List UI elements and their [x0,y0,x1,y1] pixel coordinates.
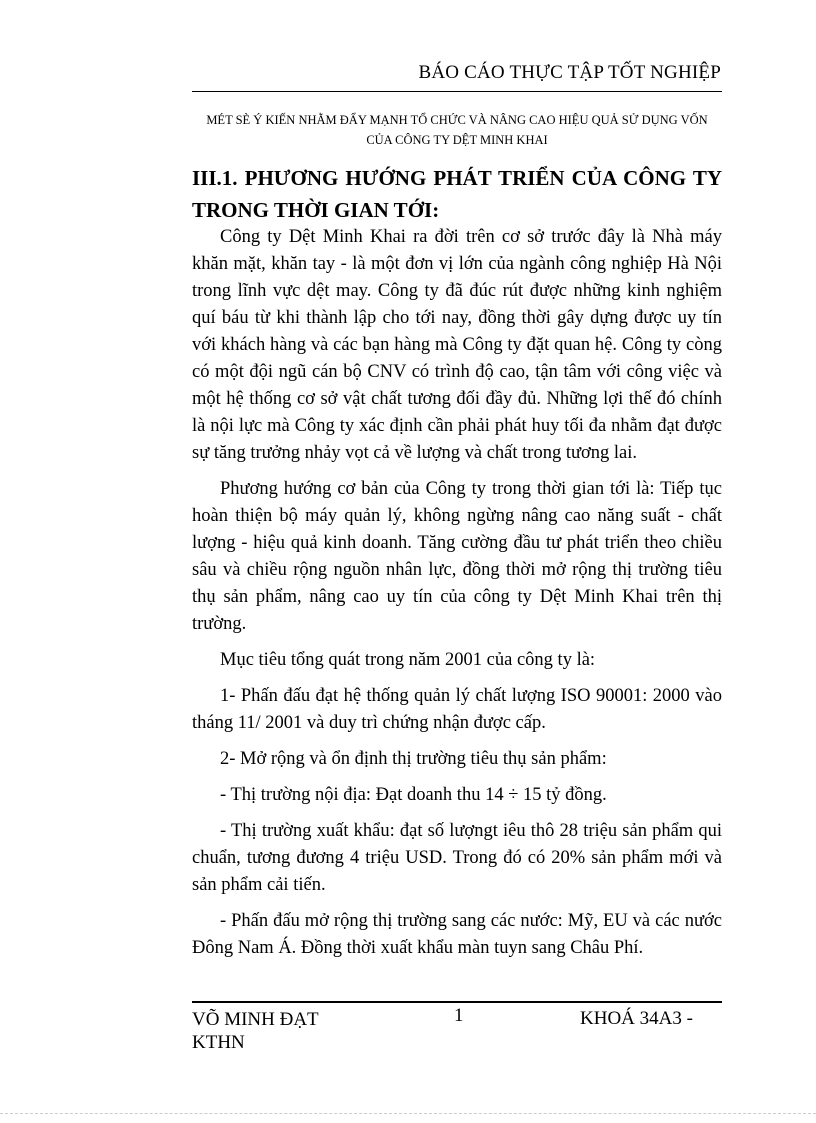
header-divider [192,91,722,92]
report-header-title: BÁO CÁO THỰC TẬP TỐT NGHIỆP [418,62,721,83]
footer-divider [192,1001,722,1003]
paragraph: 1- Phấn đấu đạt hệ thống quản lý chất lượng ISO 90001: 2000 vào tháng 11/ 2001 và duy trì chứng nhận được cấp. [192,686,722,733]
paragraph: - Thị trường nội địa: Đạt doanh thu 14 ÷ 15 tỷ đồng. [220,785,607,805]
section-heading: III.1. PHƯƠNG HƯỚNG PHÁT TRIỂN CỦA CÔNG TY TRONG THỜI GIAN TỚI: [192,166,722,222]
paragraph: 2- Mở rộng và ổn định thị trường tiêu thụ sản phẩm: [220,749,607,769]
footer-author: VÕ MINH ĐẠT KTHN [192,1009,319,1053]
paragraph: Công ty Dệt Minh Khai ra đời trên cơ sở trước đây là Nhà máy khăn mặt, khăn tay - là một đơn vị lớn của ngành công nghiệp Hà Nội trong lĩnh vực dệt may. Công ty đã đúc rút được những kinh nghiệm quí báu từ khi thành lập cho tới nay, đồng thời gây dựng được uy tín với khách hàng và các bạn hàng mà Công ty đặt quan hệ. Công ty còng có một đội ngũ cán bộ CNV có trình độ cao, tận tâm với công việc và một hệ thống cơ sở vật chất tương đối đầy đủ. Những lợi thế đó chính là nội lực mà Công ty xác định cần phải phát huy tối đa nhằm đạt được sự tăng trưởng nhảy vọt cả về lượng và chất trong tương lai. [192,227,722,463]
paragraph: Phương hướng cơ bản của Công ty trong thời gian tới là: Tiếp tục hoàn thiện bộ máy quản lý, không ngừng nâng cao năng suất - chất lượng - hiệu quả kinh doanh. Tăng cường đầu tư phát triển theo chiều sâu và chiều rộng nguồn nhân lực, đồng thời mở rộng thị trường tiêu thụ sản phẩm, nâng cao uy tín của công ty Dệt Minh Khai trên thị trường. [192,479,722,634]
footer-course: KHOÁ 34A3 - [580,1008,693,1029]
paragraph: Mục tiêu tổng quát trong năm 2001 của công ty là: [220,650,596,670]
report-subtitle: MÉT SÈ Ý KIẾN NHẰM ĐẨY MẠNH TỔ CHỨC VÀ NÂNG CAO HIỆU QUẢ SỬ DỤNG VỐN CỦA CÔNG TY DỆT MINH KHAI [206,113,708,147]
page-number: 1 [454,1005,464,1026]
paragraph: - Phấn đấu mở rộng thị trường sang các nước: Mỹ, EU và các nước Đông Nam Á. Đồng thời xuất khẩu màn tuyn sang Châu Phí. [192,911,722,958]
paragraph: - Thị trường xuất khẩu: đạt số lượngt iêu thô 28 triệu sản phẩm qui chuẩn, tương đương 4 triệu USD. Trong đó có 20% sản phẩm mới và sản phẩm cải tiến. [192,821,722,895]
page-break-line [0,1113,816,1114]
body-content [192,224,722,971]
